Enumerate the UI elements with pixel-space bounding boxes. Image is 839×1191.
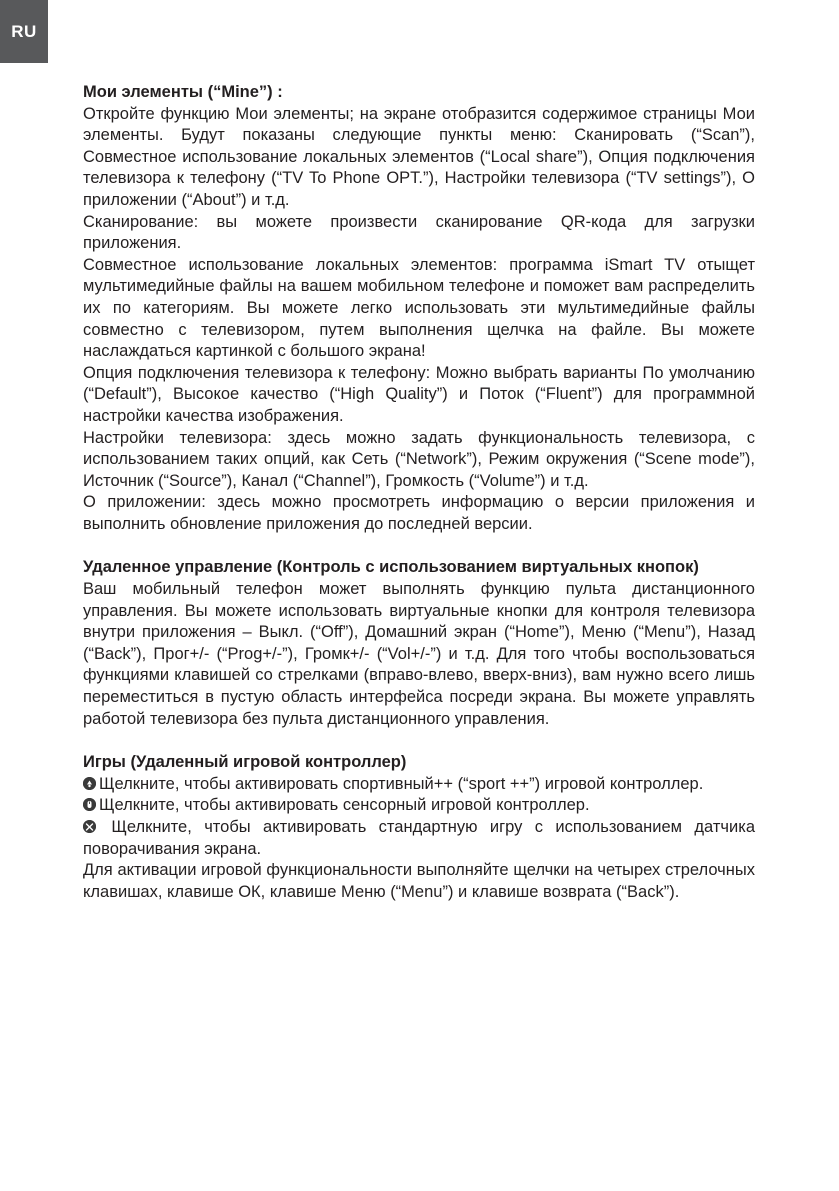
games-item-touch-text: Щелкните, чтобы активировать сенсорный игровой контроллер. [99, 796, 590, 815]
touch-controller-icon [83, 798, 96, 811]
mine-section [83, 82, 755, 535]
tv-settings-paragraph: Настройки телевизора: здесь можно задать функциональность телевизора, с использованием таких опций, как Сеть (“Network”), Режим окружения (“Scene mode”), Источник (“Source”), Канал (“Channel”), Громкость (“Volume”) и т.д. [83, 428, 755, 490]
about-paragraph: О приложении: здесь можно просмотреть информацию о версии приложения и выполнить обновление приложения до последней версии. [83, 493, 755, 533]
scan-paragraph: Сканирование: вы можете произвести сканирование QR-кода для загрузки приложения. [83, 212, 755, 253]
language-label: RU [11, 21, 37, 41]
gravity-sensor-icon [83, 820, 96, 833]
remote-heading: Удаленное управление (Контроль с использованием виртуальных кнопок) [83, 558, 699, 577]
games-item-sport-text: Щелкните, чтобы активировать спортивный++ (“sport ++”) игровой контроллер. [99, 774, 704, 793]
page-content [83, 82, 755, 903]
games-heading: Игры (Удаленный игровой контроллер) [83, 753, 407, 772]
games-item-gravity [83, 817, 755, 860]
games-section [83, 752, 755, 903]
games-item-gravity-text: Щелкните, чтобы активировать стандартную игру с использованием датчика поворачивания экрана. [83, 818, 755, 858]
games-item-touch [83, 795, 755, 817]
mine-heading: Мои элементы (“Mine”) : [83, 83, 283, 101]
remote-section [83, 557, 755, 730]
sport-controller-icon [83, 777, 96, 790]
mine-intro-paragraph: Откройте функцию Мои элементы; на экране отобразится содержимое страницы Мои элементы. Будут показаны следующие пункты меню: Сканировать (“Scan”), Совместное использование локальных элементов (“Local share”), Опция подключения телевизора к телефону (“TV To Phone OPT.”), Настройки телевизора (“TV settings”), О приложении (“About”) и т.д. [83, 104, 755, 209]
language-tab [0, 0, 48, 63]
remote-paragraph: Ваш мобильный телефон может выполнять функцию пульта дистанционного управления. Вы можете использовать виртуальные кнопки для контроля телевизора внутри приложения – Выкл. (“Off”), Домашний экран (“Home”), Меню (“Menu”), Назад (“Back”), Прог+/- (“Prog+/-”), Громк+/- (“Vol+/-”) и т.д. Для того чтобы воспользоваться функциями клавишей со стрелками (вправо-влево, вверх-вниз), вам нужно всего лишь переместиться в пустую область интерфейса посреди экрана. Вы можете управлять работой телевизора без пульта дистанционного управления. [83, 580, 755, 728]
games-closing-paragraph: Для активации игровой функциональности выполняйте щелчки на четырех стрелочных клавишах, клавише ОК, клавише Меню (“Menu”) и клавише возврата (“Back”). [83, 861, 755, 901]
local-share-paragraph: Совместное использование локальных элементов: программа iSmart TV отыщет мультимедийные файлы на вашем мобильном телефоне и поможет вам распределить их по категориям. Вы можете легко использовать эти мультимедийные файлы совместно с телевизором, путем выполнения щелчка на файле. Вы можете наслаждаться картинкой с большого экрана! [83, 255, 755, 361]
games-item-sport [83, 774, 755, 796]
tv-to-phone-paragraph: Опция подключения телевизора к телефону: Можно выбрать варианты По умолчанию (“Default”), Высокое качество (“High Quality”) и Поток (“Fluent”) для программной настройки качества изображения. [83, 363, 755, 425]
